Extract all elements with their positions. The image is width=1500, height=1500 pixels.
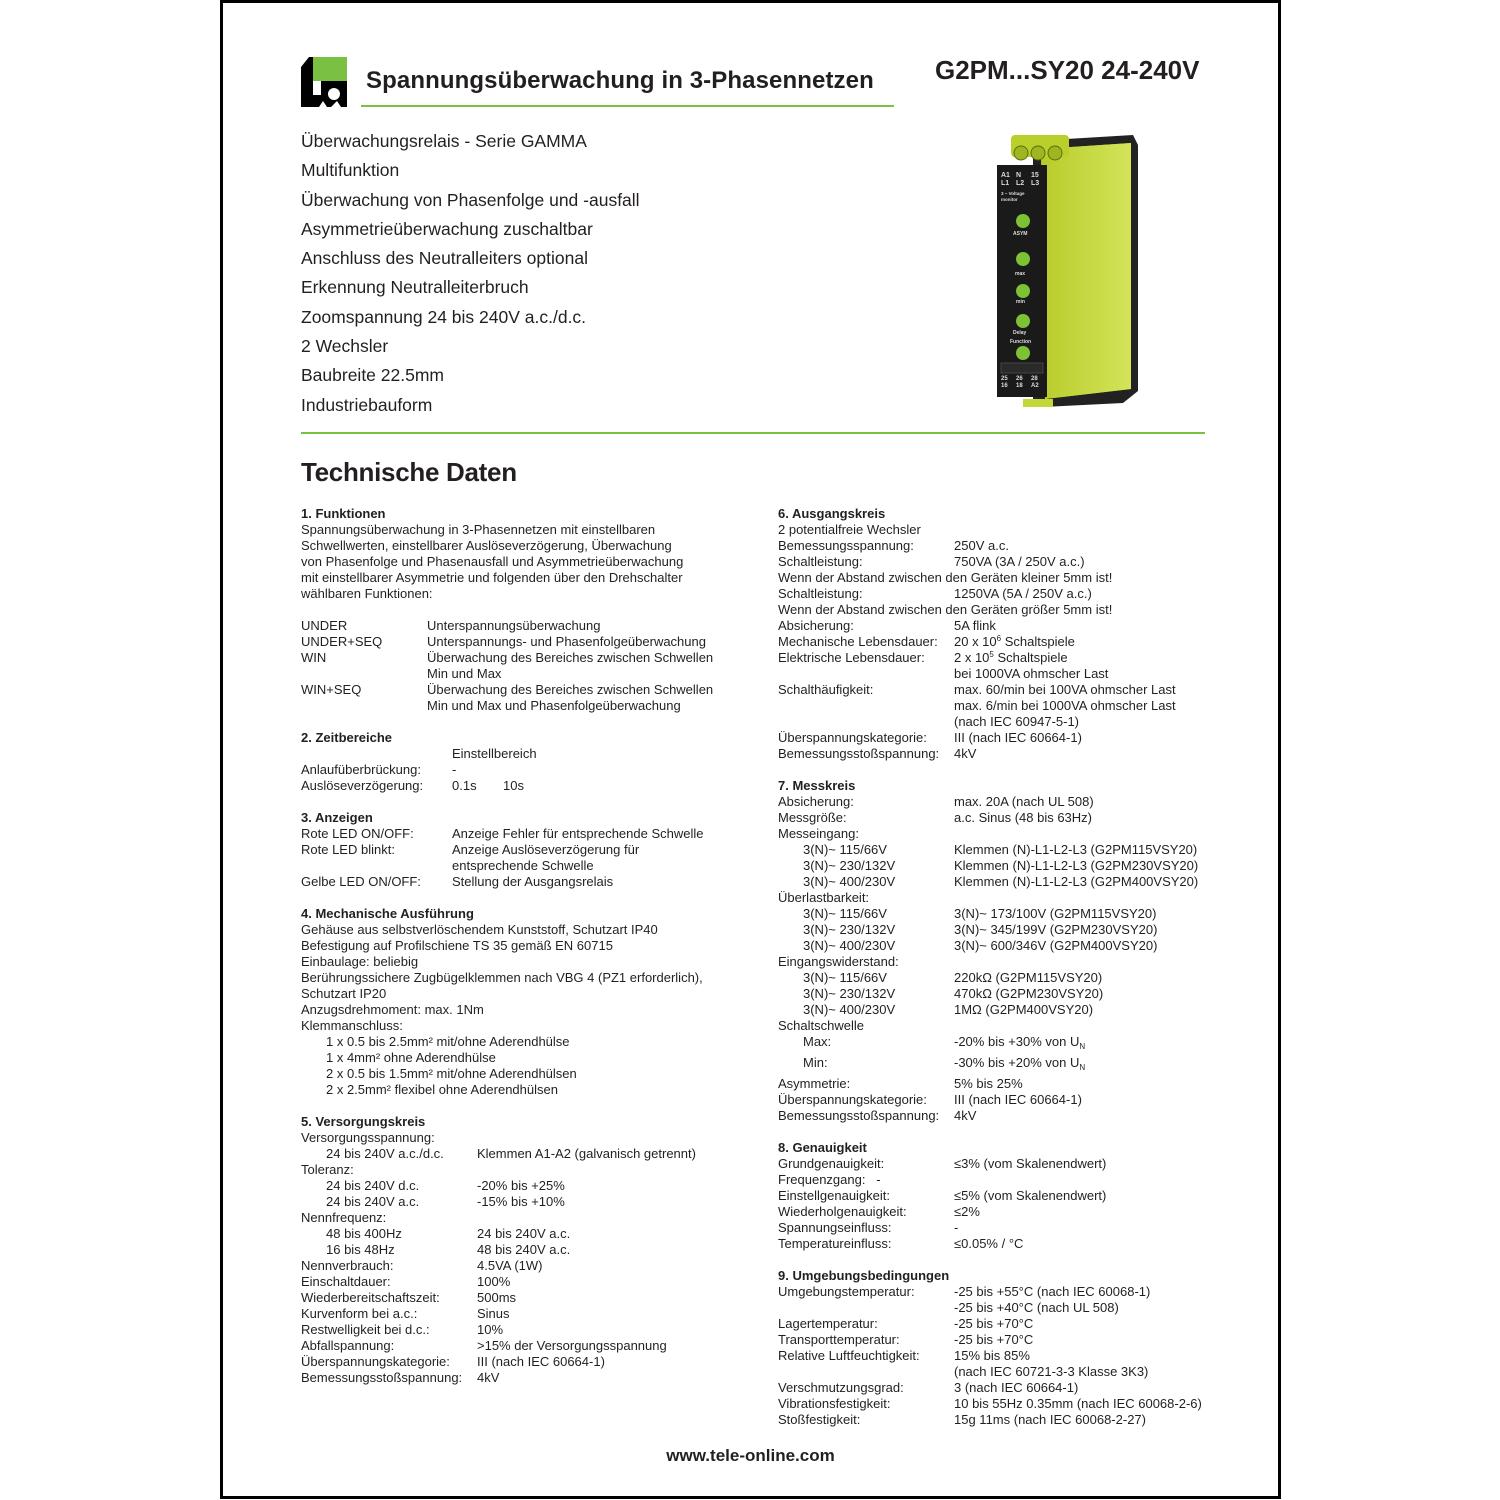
spec-value: max. 60/min bei 100VA ohmscher Last: [954, 682, 1176, 697]
section-heading: 6. Ausgangskreis: [778, 506, 886, 521]
spec-value: 1250VA (5A / 250V a.c.): [954, 586, 1092, 601]
spec-row: [778, 1092, 1218, 1108]
spec-label: Rote LED ON/OFF:: [301, 826, 414, 841]
spec-value: 3 (nach IEC 60664-1): [954, 1380, 1079, 1395]
spec-row: [778, 682, 1218, 698]
title-underline: [361, 105, 894, 107]
spec-value: -20% bis +30% von $U_N$: [954, 1034, 1086, 1051]
section-heading: 1. Funktionen: [301, 506, 386, 521]
function-row: [301, 634, 761, 650]
section-heading: 4. Mechanische Ausführung: [301, 906, 474, 921]
text-line: mit einstellbarer Asymmetrie und folgenden über den Drehschalter: [301, 570, 683, 585]
spec-value: 15% bis 85%: [954, 1348, 1030, 1363]
spec-label: Bemessungsstoßspannung:: [778, 746, 940, 761]
spec-row: [301, 826, 761, 842]
svg-text:A1: A1: [1001, 172, 1010, 179]
spec-value: 4kV: [477, 1370, 500, 1385]
spec-label: Stoßfestigkeit:: [778, 1412, 861, 1427]
spec-row-cont: [301, 858, 761, 874]
spec-label: Grundgenauigkeit:: [778, 1156, 885, 1171]
spec-value: 4.5VA (1W): [477, 1258, 543, 1273]
spec-label: Lagertemperatur:: [778, 1316, 878, 1331]
spec-row: [778, 1002, 1218, 1018]
section-umgebung: [778, 1268, 1218, 1428]
spec-label: Auslöseverzögerung:: [301, 778, 424, 793]
svg-text:monitor: monitor: [1001, 197, 1018, 202]
spec-label: Max:: [803, 1034, 832, 1049]
feature-item: Baubreite 22.5mm: [301, 365, 444, 386]
text-line: Spannungsüberwachung in 3-Phasennetzen mit einstellbaren: [301, 522, 656, 537]
feature-item: Asymmetrieüberwachung zuschaltbar: [301, 218, 593, 239]
spec-row: [301, 762, 761, 778]
column-header: Einstellbereich: [452, 746, 537, 761]
function-code: UNDER+SEQ: [301, 634, 383, 649]
spec-label: Messeingang:: [778, 826, 859, 841]
spec-label: Restwelligkeit bei d.c.:: [301, 1322, 430, 1337]
spec-label: 3(N)~ 400/230V: [803, 1002, 896, 1017]
spec-label: Überspannungskategorie:: [778, 730, 927, 745]
svg-text:18: 18: [1016, 383, 1023, 389]
section-funktionen: [301, 506, 761, 714]
spec-row: [778, 1332, 1218, 1348]
spec-row: [301, 1306, 761, 1322]
page-title: Spannungsüberwachung in 3-Phasennetzen: [366, 67, 874, 94]
spec-label: Spannungseinfluss:: [778, 1220, 892, 1235]
spec-value: 0.1s: [452, 778, 477, 793]
spec-row: [301, 1290, 761, 1306]
function-desc: Unterspannungsüberwachung: [427, 618, 601, 633]
spec-label: Bemessungsspannung:: [778, 538, 914, 553]
spec-label: Kurvenform bei a.c.:: [301, 1306, 418, 1321]
spec-row: [778, 586, 1218, 602]
spec-row: [778, 858, 1218, 874]
svg-text:A2: A2: [1031, 383, 1039, 389]
spec-row: [778, 1284, 1218, 1300]
spec-value: 750VA (3A / 250V a.c.): [954, 554, 1085, 569]
spec-label: Schaltleistung:: [778, 586, 863, 601]
spec-row: [301, 1226, 761, 1242]
text-line: 2 potentialfreie Wechsler: [778, 522, 921, 537]
spec-value: 10 bis 55Hz 0.35mm (nach IEC 60068-2-6): [954, 1396, 1202, 1411]
spec-value: ≤2%: [954, 1204, 980, 1219]
spec-value: max. 6/min bei 1000VA ohmscher Last: [954, 698, 1176, 713]
terminal-spec: 1 x 4mm² ohne Aderendhülse: [326, 1050, 496, 1065]
function-row: [301, 650, 761, 666]
svg-text:ASYM: ASYM: [1013, 231, 1028, 237]
spec-row-cont: [778, 666, 1218, 682]
spec-row: [778, 730, 1218, 746]
spec-row: [778, 906, 1218, 922]
spec-value: Klemmen (N)-L1-L2-L3 (G2PM230VSY20): [954, 858, 1199, 873]
spec-label: Mechanische Lebensdauer:: [778, 634, 938, 649]
spec-row: [778, 1204, 1218, 1220]
spec-label: Schaltleistung:: [778, 554, 863, 569]
tele-logo-icon: [301, 57, 347, 107]
svg-text:N: N: [1016, 172, 1022, 179]
terminal-spec: 1 x 0.5 bis 2.5mm² mit/ohne Aderendhülse: [326, 1034, 570, 1049]
text-line: Klemmanschluss:: [301, 1018, 403, 1033]
left-column: [301, 506, 761, 1402]
spec-label: Messgröße:: [778, 810, 847, 825]
spec-row: [301, 874, 761, 890]
spec-row: [778, 1156, 1218, 1172]
spec-value: Sinus: [477, 1306, 510, 1321]
spec-label: Asymmetrie:: [778, 1076, 851, 1091]
spec-value: 4kV: [954, 1108, 977, 1123]
feature-item: Überwachungsrelais - Serie GAMMA: [301, 131, 587, 151]
spec-value: -25 bis +40°C (nach UL 508): [954, 1300, 1119, 1315]
spec-row: [778, 922, 1218, 938]
spec-value: -25 bis +70°C: [954, 1316, 1034, 1331]
function-desc: Überwachung des Bereiches zwischen Schwellen: [427, 650, 714, 665]
spec-label: Überspannungskategorie:: [301, 1354, 450, 1369]
spec-label: Versorgungsspannung:: [301, 1130, 435, 1145]
section-heading: 8. Genauigkeit: [778, 1140, 867, 1155]
spec-value: 10s: [503, 778, 524, 793]
function-row-cont: [301, 698, 761, 714]
spec-label: 3(N)~ 115/66V: [803, 970, 887, 985]
svg-text:max: max: [1015, 271, 1026, 277]
spec-value: max. 20A (nach UL 508): [954, 794, 1094, 809]
spec-label: Toleranz:: [301, 1162, 354, 1177]
spec-value: 20 x $10^6$ Schaltspiele: [954, 634, 1075, 649]
spec-label: Schalthäufigkeit:: [778, 682, 874, 697]
feature-item: Anschluss des Neutralleiters optional: [301, 248, 588, 269]
svg-text:L1: L1: [1001, 180, 1010, 187]
text-line: wählbaren Funktionen:: [301, 586, 433, 601]
svg-text:3 ~ Voltage: 3 ~ Voltage: [1001, 191, 1025, 196]
spec-row: [301, 1258, 761, 1274]
function-row: [301, 682, 761, 698]
spec-label: 24 bis 240V d.c.: [326, 1178, 420, 1193]
spec-value: 100%: [477, 1274, 511, 1289]
spec-label: Temperatureinfluss:: [778, 1236, 892, 1251]
spec-row: [778, 1348, 1218, 1364]
spec-value: -25 bis +55°C (nach IEC 60068-1): [954, 1284, 1151, 1299]
spec-value: Klemmen (N)-L1-L2-L3 (G2PM400VSY20): [954, 874, 1199, 889]
spec-label: 3(N)~ 115/66V: [803, 906, 887, 921]
spec-label: 3(N)~ 400/230V: [803, 874, 896, 889]
spec-value: 250V a.c.: [954, 538, 1009, 553]
spec-row: [778, 634, 1218, 650]
section-heading: 3. Anzeigen: [301, 810, 373, 825]
feature-item: Überwachung von Phasenfolge und -ausfall: [301, 189, 640, 210]
function-code: UNDER: [301, 618, 348, 633]
spec-value: 470kΩ (G2PM230VSY20): [954, 986, 1104, 1001]
note: Wenn der Abstand zwischen den Geräten kleiner 5mm ist!: [778, 570, 1113, 585]
svg-text:Delay: Delay: [1013, 330, 1027, 336]
spec-label: Relative Luftfeuchtigkeit:: [778, 1348, 920, 1363]
spec-label: 24 bis 240V a.c./d.c.: [326, 1146, 444, 1161]
feature-item: Multifunktion: [301, 160, 400, 181]
spec-row-cont: [778, 698, 1218, 714]
spec-label: 3(N)~ 400/230V: [803, 938, 896, 953]
feature-item: 2 Wechsler: [301, 336, 389, 357]
spec-value: ≤0.05% / °C: [954, 1236, 1024, 1251]
text-line: Schutzart IP20: [301, 986, 387, 1001]
spec-label: Anlaufüberbrückung:: [301, 762, 421, 777]
spec-value: Stellung der Ausgangsrelais: [452, 874, 614, 889]
spec-label: Bemessungsstoßspannung:: [778, 1108, 940, 1123]
spec-row: [778, 1412, 1218, 1428]
spec-row: [778, 1316, 1218, 1332]
spec-value: 10%: [477, 1322, 504, 1337]
spec-value: Klemmen A1-A2 (galvanisch getrennt): [477, 1146, 696, 1161]
spec-row: [778, 650, 1218, 666]
spec-value: ≤3% (vom Skalenendwert): [954, 1156, 1107, 1171]
spec-row: [778, 554, 1218, 570]
product-image-relay: [983, 131, 1143, 411]
spec-label: Eingangswiderstand:: [778, 954, 899, 969]
section-mechanik: [301, 906, 761, 1098]
datasheet-page: [220, 0, 1281, 1499]
function-code: WIN: [301, 650, 327, 665]
tech-data-heading: Technische Daten: [301, 457, 517, 487]
spec-value: ≤5% (vom Skalenendwert): [954, 1188, 1107, 1203]
spec-label: 3(N)~ 230/132V: [803, 986, 896, 1001]
spec-label: 24 bis 240V a.c.: [326, 1194, 420, 1209]
text-line: Schwellwerten, einstellbarer Auslöseverzögerung, Überwachung: [301, 538, 672, 553]
svg-text:28: 28: [1031, 376, 1038, 382]
model-number: G2PM...SY20 24-240V: [935, 55, 1200, 85]
spec-label: Elektrische Lebensdauer:: [778, 650, 925, 665]
section-zeitbereiche: [301, 730, 761, 794]
spec-value: III (nach IEC 60664-1): [477, 1354, 605, 1369]
spec-label: Nennfrequenz:: [301, 1210, 387, 1225]
spec-row: [301, 1370, 761, 1386]
spec-label: Einschaltdauer:: [301, 1274, 391, 1289]
spec-label: Wiederbereitschaftszeit:: [301, 1290, 440, 1305]
spec-row: [301, 1178, 761, 1194]
spec-label: 3(N)~ 230/132V: [803, 922, 896, 937]
spec-row: [778, 1108, 1218, 1124]
spec-row: [301, 1354, 761, 1370]
spec-row: [301, 1322, 761, 1338]
footer-website-link[interactable]: www.tele-online.com: [666, 1446, 835, 1465]
spec-row: [778, 538, 1218, 554]
function-code: WIN+SEQ: [301, 682, 362, 697]
svg-text:min: min: [1016, 299, 1025, 305]
feature-list: [301, 127, 640, 420]
svg-text:L2: L2: [1016, 180, 1025, 187]
spec-label: Einstellgenauigkeit:: [778, 1188, 891, 1203]
spec-row: [778, 970, 1218, 986]
note: Wenn der Abstand zwischen den Geräten größer 5mm ist!: [778, 602, 1113, 617]
spec-value: 3(N)~ 173/100V (G2PM115VSY20): [954, 906, 1157, 921]
section-heading: 2. Zeitbereiche: [301, 730, 393, 745]
spec-row: [778, 794, 1218, 810]
spec-value: 1MΩ (G2PM400VSY20): [954, 1002, 1094, 1017]
spec-row: [301, 1338, 761, 1354]
spec-row: [778, 1236, 1218, 1252]
spec-row: [301, 1194, 761, 1210]
spec-row: [778, 1396, 1218, 1412]
spec-row: [778, 874, 1218, 890]
feature-item: Industriebauform: [301, 394, 433, 415]
section-genauigkeit: [778, 1140, 1218, 1252]
section-messkreis: [778, 778, 1218, 1124]
section-ausgangskreis: [778, 506, 1218, 762]
spec-row: [778, 810, 1218, 826]
function-row: [301, 618, 761, 634]
terminal-spec: 2 x 0.5 bis 1.5mm² mit/ohne Aderendhülsen: [326, 1066, 577, 1081]
spec-value: -15% bis +10%: [477, 1194, 565, 1209]
spec-value: bei 1000VA ohmscher Last: [954, 666, 1109, 681]
spec-value: 3(N)~ 600/346V (G2PM400VSY20): [954, 938, 1158, 953]
spec-value: 500ms: [477, 1290, 517, 1305]
spec-row: [778, 1076, 1218, 1092]
spec-row: [778, 618, 1218, 634]
spec-row: [301, 1146, 761, 1162]
spec-row: [778, 986, 1218, 1002]
spec-row: [778, 842, 1218, 858]
spec-row: [778, 1034, 1218, 1055]
function-desc: Überwachung des Bereiches zwischen Schwellen: [427, 682, 714, 697]
spec-label: 3(N)~ 115/66V: [803, 842, 887, 857]
spec-label: 3(N)~ 230/132V: [803, 858, 896, 873]
section-anzeigen: [301, 810, 761, 890]
spec-label: Rote LED blinkt:: [301, 842, 395, 857]
right-column: [778, 506, 1218, 1444]
section-heading: 7. Messkreis: [778, 778, 856, 793]
spec-label: Umgebungstemperatur:: [778, 1284, 915, 1299]
function-desc: Unterspannungs- und Phasenfolgeüberwachung: [427, 634, 706, 649]
spec-row: [778, 1220, 1218, 1236]
spec-label: 48 bis 400Hz: [326, 1226, 402, 1241]
spec-row: [301, 1242, 761, 1258]
svg-text:25: 25: [1001, 376, 1008, 382]
spec-row-cont: [778, 1364, 1218, 1380]
spec-value: (nach IEC 60947-5-1): [954, 714, 1080, 729]
spec-value: 15g 11ms (nach IEC 60068-2-27): [954, 1412, 1146, 1427]
spec-value: 5A flink: [954, 618, 996, 633]
feature-item: Zoomspannung 24 bis 240V a.c./d.c.: [301, 306, 587, 327]
spec-row: Frequenzgang: -: [778, 1172, 881, 1187]
spec-label: Nennverbrauch:: [301, 1258, 394, 1273]
spec-label: Min:: [803, 1055, 828, 1070]
section-divider: [301, 432, 1205, 434]
svg-text:26: 26: [1016, 376, 1023, 382]
spec-value: -25 bis +70°C: [954, 1332, 1034, 1347]
svg-text:16: 16: [1001, 383, 1008, 389]
spec-label: Transporttemperatur:: [778, 1332, 900, 1347]
section-heading: 9. Umgebungsbedingungen: [778, 1268, 950, 1283]
spec-row-cont: [778, 1300, 1218, 1316]
function-desc: Min und Max und Phasenfolgeüberwachung: [427, 698, 681, 713]
spec-value: 220kΩ (G2PM115VSY20): [954, 970, 1103, 985]
spec-label: 16 bis 48Hz: [326, 1242, 395, 1257]
spec-value: 24 bis 240V a.c.: [477, 1226, 571, 1241]
spec-value: Klemmen (N)-L1-L2-L3 (G2PM115VSY20): [954, 842, 1198, 857]
svg-text:L3: L3: [1031, 180, 1040, 187]
text-line: Anzugsdrehmoment: max. 1Nm: [301, 1002, 484, 1017]
spec-value: 2 x $10^5$ Schaltspiele: [954, 650, 1068, 665]
spec-value: 4kV: [954, 746, 977, 761]
section-versorgung: [301, 1114, 761, 1386]
spec-value: (nach IEC 60721-3-3 Klasse 3K3): [954, 1364, 1149, 1379]
terminal-spec: 2 x 2.5mm² flexibel ohne Aderendhülsen: [326, 1082, 558, 1097]
spec-label: Überlastbarkeit:: [778, 890, 870, 905]
text-line: von Phasenfolge und Phasenausfall und Asymmetrieüberwachung: [301, 554, 684, 569]
text-line: Gehäuse aus selbstverlöschendem Kunststoff, Schutzart IP40: [301, 922, 658, 937]
spec-value: -20% bis +25%: [477, 1178, 565, 1193]
spec-row: [301, 842, 761, 858]
spec-label: Schaltschwelle: [778, 1018, 864, 1033]
spec-label: Bemessungsstoßspannung:: [301, 1370, 463, 1385]
spec-label: Abfallspannung:: [301, 1338, 395, 1353]
text-line: Berührungssichere Zugbügelklemmen nach VBG 4 (PZ1 erforderlich),: [301, 970, 703, 985]
spec-label: Vibrationsfestigkeit:: [778, 1396, 891, 1411]
spec-row: [778, 938, 1218, 954]
spec-value: III (nach IEC 60664-1): [954, 1092, 1082, 1107]
spec-label: Absicherung:: [778, 794, 854, 809]
spec-row: [778, 1188, 1218, 1204]
spec-row: [778, 1380, 1218, 1396]
spec-value: entsprechende Schwelle: [452, 858, 594, 873]
spec-label: Gelbe LED ON/OFF:: [301, 874, 421, 889]
function-desc: Min und Max: [427, 666, 502, 681]
spec-label: Verschmutzungsgrad:: [778, 1380, 904, 1395]
text-line: Einbaulage: beliebig: [301, 954, 419, 969]
spec-value: 3(N)~ 345/199V (G2PM230VSY20): [954, 922, 1158, 937]
spec-value: Anzeige Auslöseverzögerung für: [452, 842, 640, 857]
spec-value: Anzeige Fehler für entsprechende Schwelle: [452, 826, 704, 841]
spec-label: Wiederholgenauigkeit:: [778, 1204, 907, 1219]
spec-row: [301, 778, 761, 794]
spec-value: III (nach IEC 60664-1): [954, 730, 1082, 745]
spec-value: 5% bis 25%: [954, 1076, 1023, 1091]
spec-value: 48 bis 240V a.c.: [477, 1242, 571, 1257]
svg-text:15: 15: [1031, 172, 1039, 179]
spec-value: -: [954, 1220, 959, 1235]
spec-row-cont: [778, 714, 1218, 730]
spec-row: [301, 1274, 761, 1290]
feature-item: Erkennung Neutralleiterbruch: [301, 277, 529, 298]
function-row-cont: [301, 666, 761, 682]
svg-text:Function: Function: [1010, 339, 1032, 345]
spec-value: -30% bis +20% von $U_N$: [954, 1055, 1086, 1072]
section-heading: 5. Versorgungskreis: [301, 1114, 426, 1129]
spec-row: [778, 1055, 1218, 1076]
spec-value: >15% der Versorgungsspannung: [477, 1338, 667, 1353]
spec-row: [778, 746, 1218, 762]
spec-label: Absicherung:: [778, 618, 854, 633]
spec-value: -: [452, 762, 457, 777]
text-line: Befestigung auf Profilschiene TS 35 gemäß EN 60715: [301, 938, 613, 953]
spec-label: Überspannungskategorie:: [778, 1092, 927, 1107]
spec-value: a.c. Sinus (48 bis 63Hz): [954, 810, 1093, 825]
